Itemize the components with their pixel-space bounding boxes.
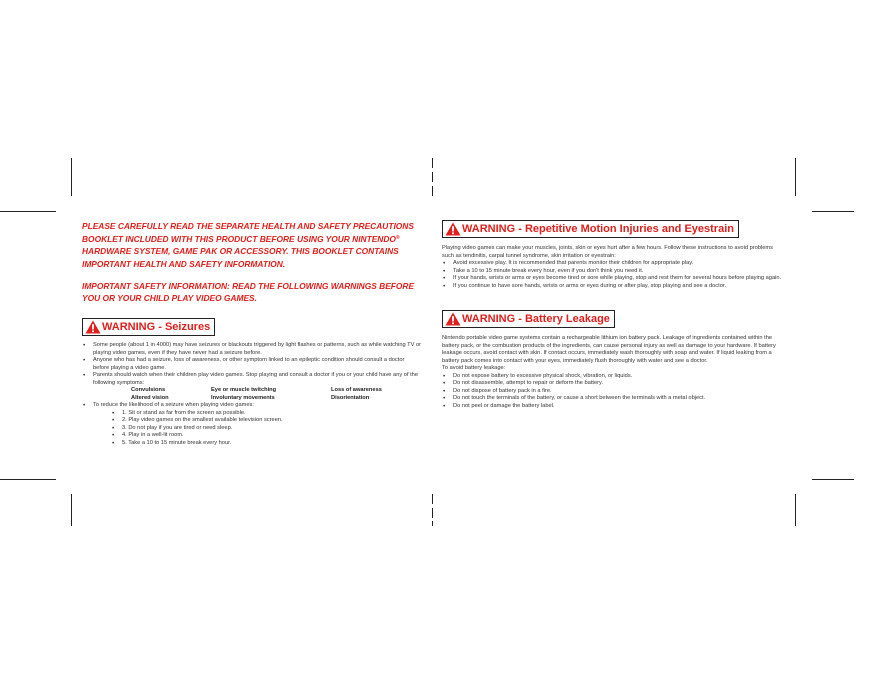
battery-bullet: • Do not dispose of battery pack in a fire. (442, 388, 782, 396)
rsi-title: WARNING - Repetitive Motion Injuries and Eyestrain (462, 222, 734, 235)
step-item: • 5. Take a 10 to 15 minute break every hour. (111, 440, 422, 448)
seizures-bullet-text: Parents should watch when their children play video games. Stop playing and consult a doctor if you or your child have any of the following symptoms: (93, 372, 419, 386)
seizures-section (82, 318, 422, 447)
right-column (442, 220, 782, 410)
symptom-item: Altered vision (131, 394, 169, 401)
seizures-warning-heading (82, 318, 215, 336)
warning-triangle-icon (445, 222, 461, 236)
symptom-item: Convulsions (131, 387, 166, 394)
crop-mark-top-center (432, 186, 433, 196)
seizures-bullet-text: To reduce the likelihood of a seizure when playing video games: (93, 402, 254, 409)
seizures-bullet: • Anyone who has had a seizure, loss of awareness, or other symptom linked to an epileptic condition should consult a doctor before playing a video game. (82, 357, 422, 372)
crop-mark-top-center (432, 172, 433, 182)
seizures-title: WARNING - Seizures (102, 320, 211, 333)
crop-mark-bottom-right (795, 494, 796, 526)
crop-mark-bottom-center (432, 521, 433, 526)
symptom-item: Involuntary movements (211, 394, 275, 401)
intro-text-part1: PLEASE CAREFULLY READ THE SEPARATE HEALTH AND SAFETY PRECAUTIONS BOOKLET INCLUDED WITH THIS PRODUCT BEFORE USING YOUR NINTENDO (82, 221, 414, 245)
registered-mark: ® (395, 235, 400, 242)
seizures-bullet (82, 402, 422, 447)
seizures-bullet (82, 372, 422, 402)
crop-mark-left-bottom (0, 479, 56, 480)
rsi-bullet: • Take a 10 to 15 minute break every hour, even if you don't think you need it. (442, 268, 782, 276)
warning-triangle-icon (445, 312, 461, 326)
rsi-intro: Playing video games can make your muscles, joints, skin or eyes hurt after a few hours. Follow these instructions to avoid problems such as tendinitis, carpal tunnel syndrome, skin irritation or eyestrain: (442, 245, 773, 259)
crop-mark-right-bottom (812, 479, 854, 480)
rsi-bullet: • If you continue to have sore hands, wrists or arms or eyes during or after play, stop playing and see a doctor. (442, 283, 782, 291)
battery-bullet: • Do not disassemble, attempt to repair or deform the battery. (442, 380, 782, 388)
symptom-item: Disorientation (331, 394, 370, 401)
crop-mark-bottom-center (432, 508, 433, 518)
battery-body (442, 335, 782, 410)
battery-bullet: • Do not peel or damage the battery label. (442, 403, 782, 411)
step-item: • 2. Play video games on the smallest available television screen. (111, 417, 422, 425)
intro-safety-info: IMPORTANT SAFETY INFORMATION: READ THE FOLLOWING WARNINGS BEFORE YOU OR YOUR CHILD PLAY VIDEO GAMES. (82, 280, 415, 304)
crop-mark-top-center (432, 158, 433, 168)
battery-bullet: • Do not touch the terminals of the battery, or cause a short between the terminals with a metal object. (442, 395, 782, 403)
crop-mark-left-top (0, 211, 56, 212)
intro-precautions (82, 220, 422, 270)
crop-mark-top-right (795, 158, 796, 196)
rsi-bullet: • Avoid excessive play. It is recommended that parents monitor their children for appropriate play. (442, 260, 782, 268)
battery-avoid-label: To avoid battery leakage: (442, 365, 506, 371)
step-item: • 3. Do not play if you are tired or need sleep. (111, 425, 422, 433)
step-item: • 4. Play in a well-lit room. (111, 432, 422, 440)
battery-warning-heading (442, 310, 615, 328)
rsi-warning-heading (442, 220, 739, 238)
crop-mark-top-left (71, 158, 72, 196)
crop-mark-bottom-left (71, 494, 72, 526)
crop-mark-right-top (812, 211, 854, 212)
battery-section (442, 310, 782, 410)
symptom-list (93, 387, 422, 402)
symptom-item: Eye or muscle twitching (211, 387, 277, 394)
battery-title: WARNING - Battery Leakage (462, 312, 610, 325)
crop-mark-bottom-center (432, 494, 433, 504)
rsi-section (442, 220, 782, 290)
battery-bullet: • Do not expose battery to excessive physical shock, vibration, or liquids. (442, 373, 782, 381)
seizure-steps (93, 410, 422, 448)
rsi-bullet: • If your hands, wrists or arms or eyes become tired or sore while playing, stop and rest them for several hours before playing again. (442, 275, 782, 283)
seizures-body (82, 342, 422, 447)
rsi-body (442, 245, 782, 290)
seizures-bullet: • Some people (about 1 in 4000) may have seizures or blackouts triggered by light flashes or patterns, such as while watching TV or playing video games, even if they have never had a seizure before. (82, 342, 422, 357)
warning-triangle-icon (85, 320, 101, 334)
step-item: • 1. Sit or stand as far from the screen as possible. (111, 410, 422, 418)
intro-text-part2: HARDWARE SYSTEM, GAME PAK OR ACCESSORY. THIS BOOKLET CONTAINS IMPORTANT HEALTH AND SAFETY INFORMATION. (82, 246, 399, 269)
left-column (82, 220, 422, 447)
battery-intro: Nintendo portable video game systems contain a rechargeable lithium ion battery pack. Leakage of ingredients contained within the battery pack, or the combustion products of the ingredients, can cause personal injury as well as damage to your hardware. If battery leakage occurs, avoid contact with skin. If contact occurs, immediately wash thoroughly with soap and water. If liquid leaking from a battery pack comes into contact with your eyes, immediately flush thoroughly with water and see a doctor. (442, 335, 776, 364)
symptom-item: Loss of awareness (331, 387, 382, 394)
